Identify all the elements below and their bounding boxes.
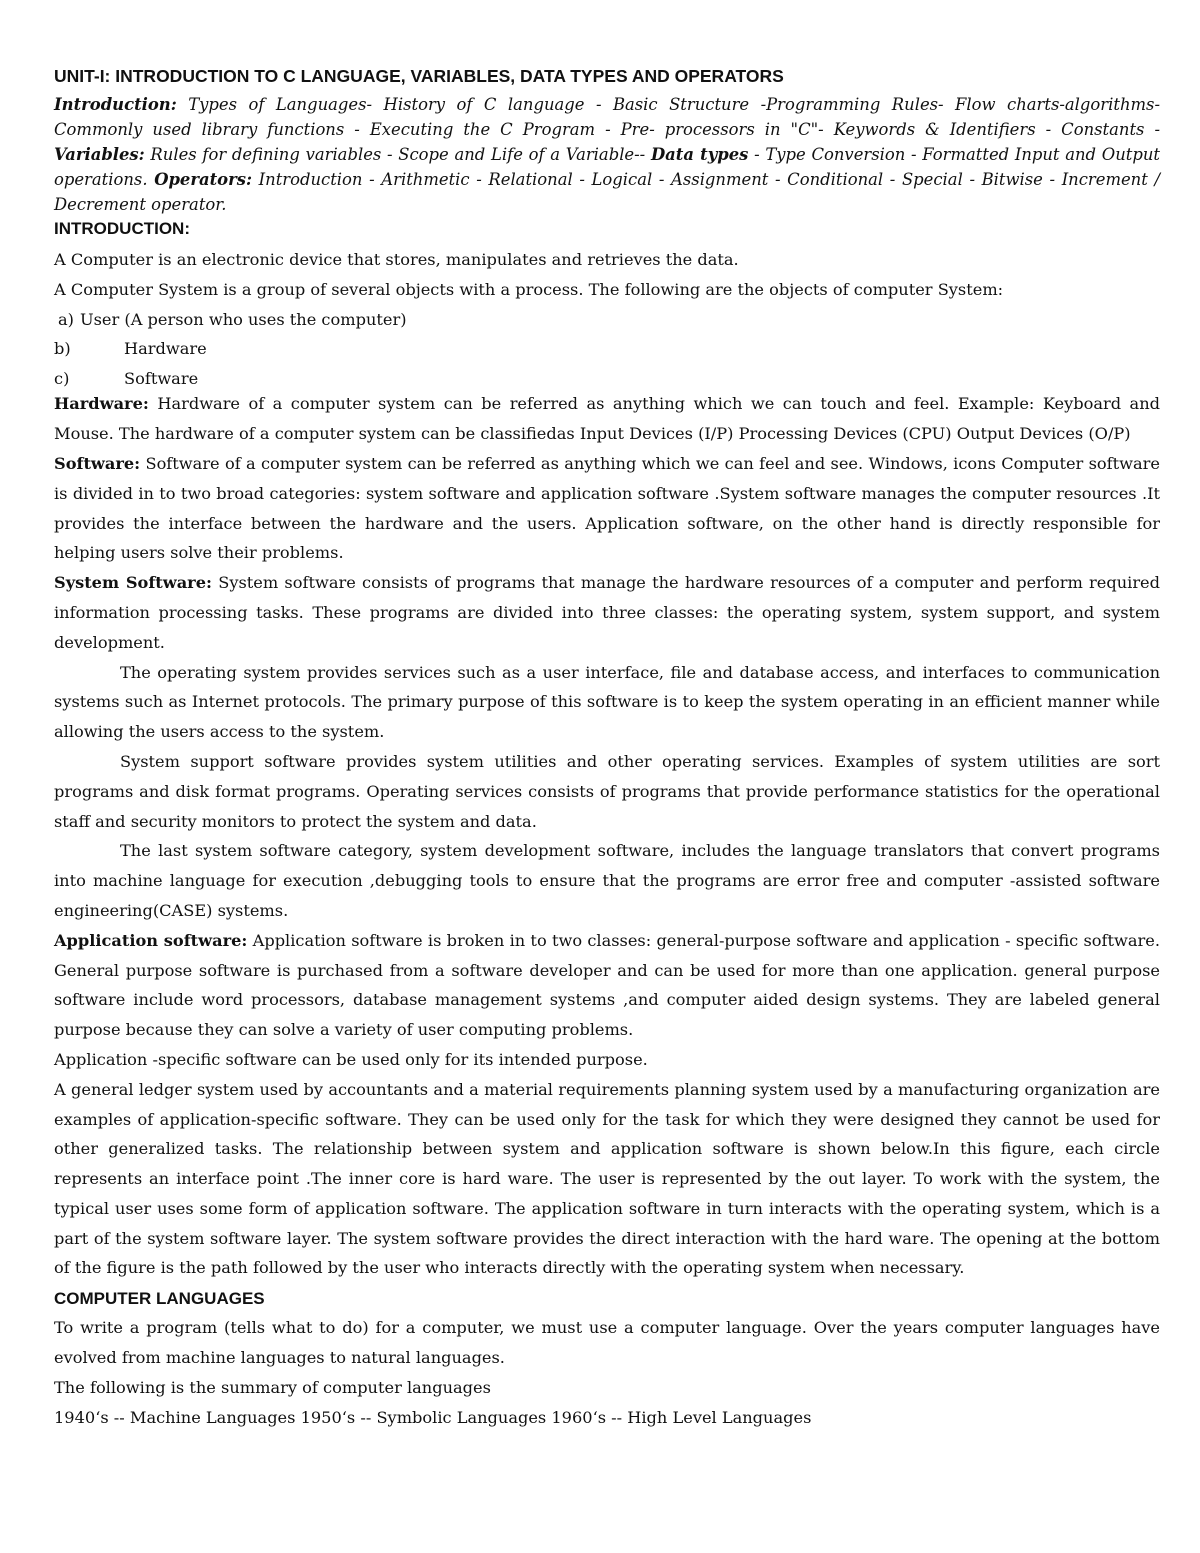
para-computer-system: A Computer System is a group of several objects with a process. The following are the objects of computer System: [54,279,1004,299]
software-lead: Software: [54,453,141,473]
software-text: Software of a computer system can be referred as anything which we can feel and see. Windows, icons Computer software is divided in to two broad categories: system software and application software .System software manages the computer resources .It provides the interface between the hardware and the users. Application software, on the other hand is directly responsible for helping users solve their problems. [54,453,1160,563]
list-marker: a) [58,309,74,329]
para-computer: A Computer is an electronic device that stores, manipulates and retrieves the data. [54,250,739,269]
para-system-software [54,568,1160,657]
datatypes-label: Data types [650,145,749,164]
list-text: Software [124,368,199,388]
list-marker: c) [54,368,70,388]
list-item [54,334,1160,364]
list-item [54,305,1160,335]
syllabus-intro [54,92,1160,217]
introduction-heading: INTRODUCTION: [54,219,190,238]
application-software-text: Application software is broken in to two classes: general-purpose software and application - specific software. General purpose software is purchased from a software developer and can be used for more than one application. general purpose software include word processors, database management systems ,and computer aided design systems. They are labeled general purpose because they can solve a variety of user computing problems. [54,930,1160,1040]
para-application-specific: Application -specific software can be used only for its intended purpose. [54,1049,648,1069]
system-software-text: System software consists of programs that manage the hardware resources of a computer and perform required information processing tasks. These programs are divided into three classes: the operating system, system support, and system development. [54,573,1161,652]
intro-label: Introduction: [54,95,177,114]
operators-label: Operators: [154,170,253,189]
document-page [54,62,1160,1432]
hardware-lead: Hardware: [54,394,149,414]
system-software-lead: System Software: [54,573,212,593]
intro-text-2: Rules for defining variables - Scope and Life of a Variable-- [144,145,651,164]
application-software-lead: Application software: [54,930,248,950]
para-hardware [54,389,1160,449]
list-text: Hardware [124,339,207,359]
variables-label: Variables: [54,145,145,164]
para-application-software [54,926,1160,1045]
intro-text-1: Types of Languages- History of C language - Basic Structure -Programming Rules- Flow charts-algorithms-Commonly used library functions - Executing the C Program - Pre- processors in "C"- Keywords & Identifiers - Constants - [54,95,1160,139]
intro-text-3: - Type Conversion - Formatted Input and Output operations. [54,145,1160,189]
para-summary: The following is the summary of computer languages [54,1377,491,1397]
list-text: User (A person who uses the computer) [79,309,407,329]
para-system-development: The last system software category, system development software, includes the language translators that convert programs into machine language for execution ,debugging tools to ensure that the programs are error free and computer -assisted software engineering(CASE) systems. [54,841,1160,920]
computer-languages-heading: COMPUTER LANGUAGES [54,1289,265,1309]
para-system-support: System support software provides system utilities and other operating services. Examples of system utilities are sort programs and disk format programs. Operating services consists of programs that provide performance statistics for the operational staff and security monitors to protect the system and data. [54,751,1160,831]
para-general-ledger: A general ledger system used by accountants and a material requirements planning system used by a manufacturing organization are examples of application-specific software. They can be used only for the task for which they were designed they cannot be used for other generalized tasks. The relationship between system and application software is shown below.In this figure, each circle represents an interface point .The inner core is hard ware. The user is represented by the out layer. To work with the system, the typical user uses some form of application software. The application software in turn interacts with the operating system, which is a part of the system software layer. The system software provides the direct interaction with the hard ware. The opening at the bottom of the figure is the path followed by the user who interacts directly with the operating system when necessary. [54,1079,1160,1278]
para-operating-system: The operating system provides services such as a user interface, file and database access, and interfaces to communication systems such as Internet protocols. The primary purpose of this software is to keep the system operating in an efficient manner while allowing the users access to the system. [54,662,1160,742]
hardware-text: Hardware of a computer system can be referred as anything which we can touch and feel. Example: Keyboard and Mouse. The hardware of a computer system can be classifiedas Input Devices (I/P) Processing Devices (CPU) Output Devices (O/P) [54,394,1160,444]
para-timeline: 1940‘s -- Machine Languages 1950‘s -- Symbolic Languages 1960‘s -- High Level Languages [54,1407,812,1427]
unit-title: UNIT-I: INTRODUCTION TO C LANGUAGE, VARIABLES, DATA TYPES AND OPERATORS [54,66,784,86]
para-computer-languages: To write a program (tells what to do) for a computer, we must use a computer language. Over the years computer languages have evolved from machine languages to natural languages. [54,1318,1160,1368]
intro-text-4: Introduction - Arithmetic - Relational - Logical - Assignment - Conditional - Special - Bitwise - Increment / Decrement operator. [54,170,1160,214]
list-marker: b) [54,339,71,359]
para-software [54,449,1160,568]
